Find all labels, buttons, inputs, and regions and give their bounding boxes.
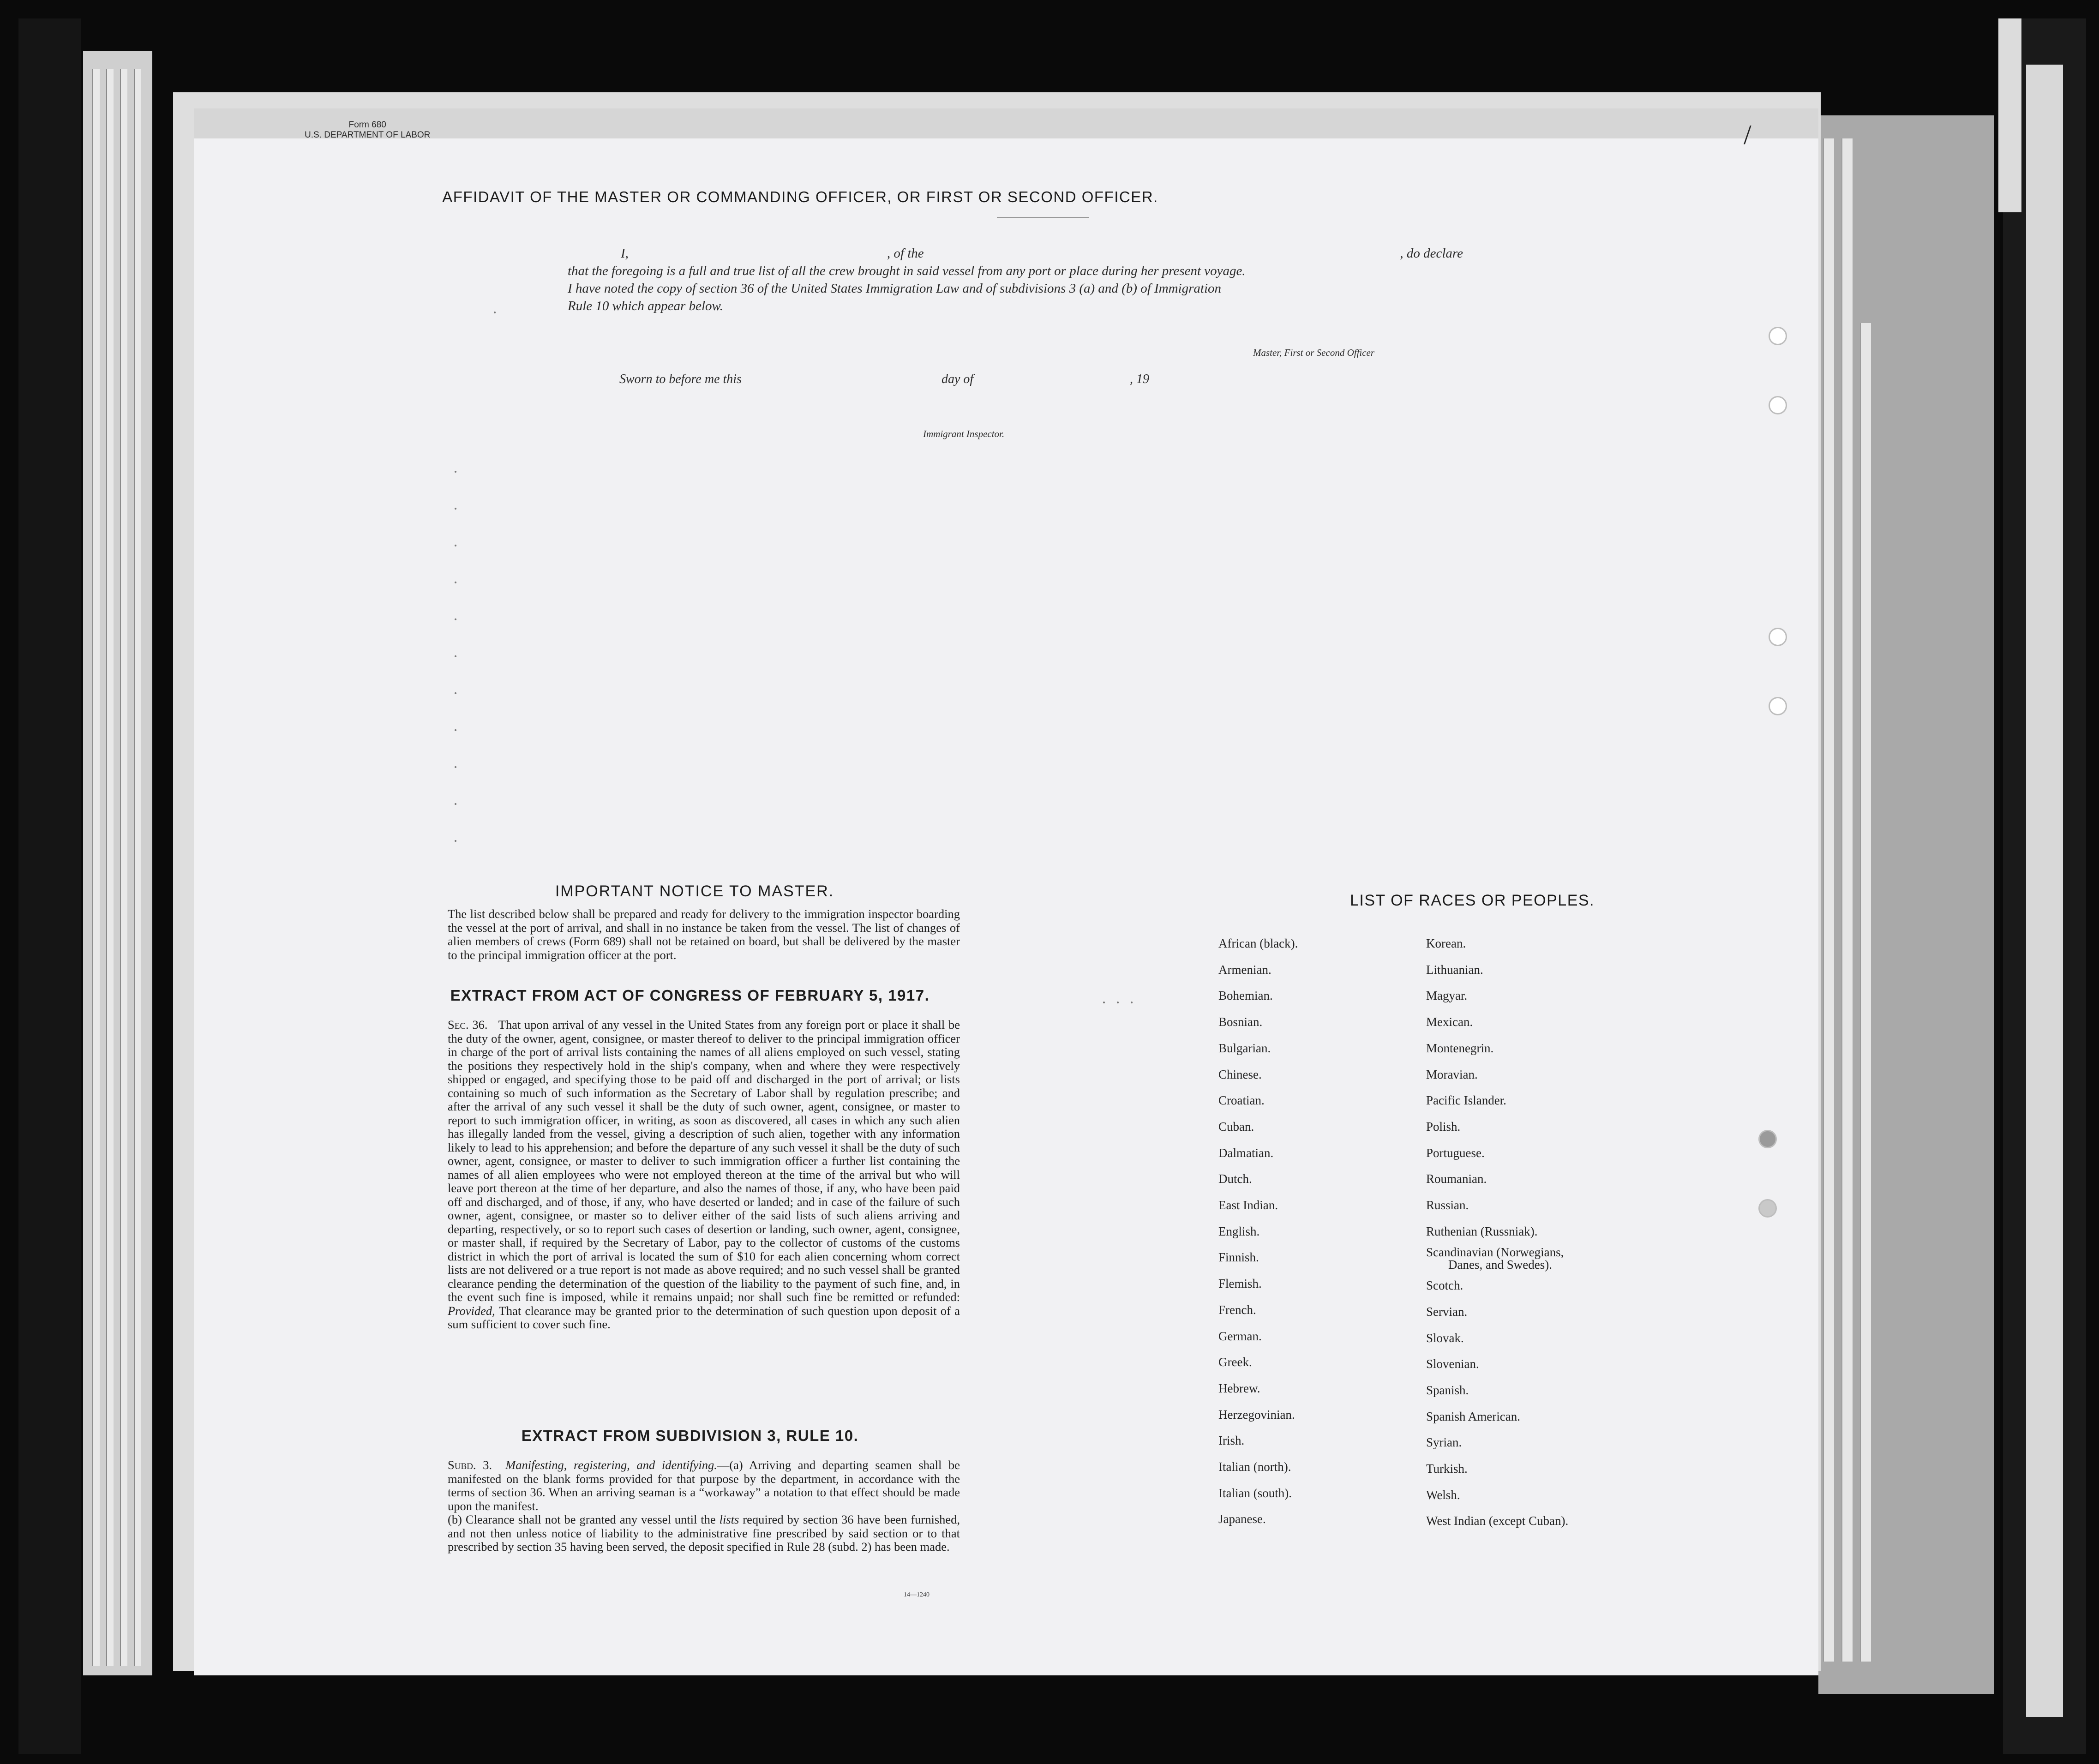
declaration-line: that the foregoing is a full and true list of all the crew brought in said vessel from any port or place during her present voyage. bbox=[568, 264, 1246, 278]
scan-background-left bbox=[18, 18, 81, 1754]
race-item: Welsh. bbox=[1426, 1488, 1460, 1502]
race-item: Bohemian. bbox=[1218, 989, 1273, 1003]
subd-b-pre: (b) Clearance shall not be granted any vessel until the bbox=[448, 1512, 716, 1526]
race-item-line: Danes, and Swedes). bbox=[1448, 1258, 1552, 1272]
page-edge bbox=[1823, 138, 1834, 1662]
race-item: Herzegovinian. bbox=[1218, 1407, 1295, 1422]
binder-hole bbox=[1758, 1199, 1777, 1218]
page-edge bbox=[1841, 138, 1853, 1662]
section-label: Sec. 36. bbox=[448, 1018, 488, 1032]
race-item: English. bbox=[1218, 1224, 1260, 1238]
act-extract-heading: EXTRACT FROM ACT OF CONGRESS OF FEBRUARY 5, 1917. bbox=[450, 987, 930, 1004]
margin-dot bbox=[1131, 1002, 1133, 1003]
margin-dot bbox=[455, 471, 456, 473]
notice-body: The list described below shall be prepared and ready for delivery to the immigration inspector boarding the vessel at the port of arrival, and shall in no instance be taken from the vessel. The list of changes of alien members of crews (Form 689) shall not be retained on board, but shall be delivered by the master to the principal immigration officer at the port. bbox=[448, 907, 960, 962]
margin-dot bbox=[455, 618, 456, 620]
race-item: Dalmatian. bbox=[1218, 1146, 1274, 1160]
race-item: Chinese. bbox=[1218, 1067, 1262, 1081]
margin-dot bbox=[455, 766, 456, 768]
race-item: Dutch. bbox=[1218, 1172, 1252, 1186]
form-number: Form 680 bbox=[348, 120, 386, 130]
page-edge bbox=[1860, 323, 1871, 1662]
race-item: Scotch. bbox=[1426, 1278, 1463, 1293]
subd-title: Manifesting, registering, and identifying. bbox=[505, 1458, 717, 1472]
declaration-line: I have noted the copy of section 36 of the United States Immigration Law and of subdivisions 3 (a) and (b) of Immigration bbox=[568, 281, 1222, 296]
race-item: Servian. bbox=[1426, 1304, 1468, 1319]
race-item: African (black). bbox=[1218, 936, 1298, 950]
vessel-label: , of the bbox=[887, 246, 924, 261]
race-item: Greek. bbox=[1218, 1355, 1252, 1369]
provided-word: Provided, bbox=[448, 1303, 495, 1318]
rule-extract-heading: EXTRACT FROM SUBDIVISION 3, RULE 10. bbox=[521, 1427, 859, 1444]
races-heading: LIST OF RACES OR PEOPLES. bbox=[1349, 892, 1595, 909]
binder-post bbox=[1998, 18, 2021, 212]
margin-dot bbox=[455, 692, 456, 694]
race-item bbox=[1426, 1244, 1568, 1272]
binder-hole bbox=[1769, 396, 1787, 414]
subd-a: —(a) Arriving and departing seamen shall be manifested on the blank forms provided for that purpose by the department, in accordance with the terms of section 36. When an arriving seaman is a “workaway” a notation to that effect should be made upon the manifest. bbox=[448, 1458, 960, 1513]
act-extract-body bbox=[420, 1018, 960, 1332]
margin-dot bbox=[455, 803, 456, 805]
race-item: Polish. bbox=[1426, 1119, 1461, 1134]
page-mark: / bbox=[1744, 120, 1751, 150]
scan-background-right bbox=[2003, 18, 2086, 1754]
race-item: Hebrew. bbox=[1218, 1381, 1260, 1395]
department-name: U.S. DEPARTMENT OF LABOR bbox=[305, 130, 431, 140]
race-item: Slovenian. bbox=[1426, 1357, 1479, 1371]
margin-dot bbox=[455, 655, 456, 657]
race-item: Magyar. bbox=[1426, 989, 1468, 1003]
margin-dot bbox=[455, 545, 456, 546]
race-item: Slovak. bbox=[1426, 1331, 1464, 1345]
inspector-label: Immigrant Inspector. bbox=[923, 428, 1005, 439]
rule-extract-body bbox=[420, 1458, 960, 1554]
form-header bbox=[305, 120, 430, 140]
margin-dot bbox=[1103, 1002, 1105, 1003]
race-item: Ruthenian (Russniak). bbox=[1426, 1224, 1538, 1238]
binder-hole bbox=[1758, 1130, 1777, 1148]
day-of-label: day of bbox=[942, 372, 974, 386]
race-item: Irish. bbox=[1218, 1434, 1245, 1448]
race-item: Korean. bbox=[1426, 936, 1466, 950]
binder-hole bbox=[1769, 628, 1787, 646]
book-edge-left bbox=[83, 51, 152, 1675]
race-item: Armenian. bbox=[1218, 962, 1271, 977]
race-item: Spanish. bbox=[1426, 1383, 1469, 1397]
race-item: Pacific Islander. bbox=[1426, 1093, 1506, 1108]
races-list-right bbox=[1426, 930, 1568, 1534]
subd-b-post: required by section 36 have been furnished, and not then unless notice of liability to the administrative fine prescribed by said section or to that prescribed by section 35 having been served, the deposit specified in Rule 28 (subd. 2) has been made. bbox=[448, 1512, 960, 1554]
race-item: Bosnian. bbox=[1218, 1015, 1263, 1029]
title-rule bbox=[997, 217, 1089, 218]
race-item: East Indian. bbox=[1218, 1198, 1278, 1212]
race-item: Portuguese. bbox=[1426, 1146, 1485, 1160]
declarant-label: I, bbox=[621, 246, 629, 261]
race-item: Spanish American. bbox=[1426, 1409, 1520, 1423]
section-tail: That clearance may be granted prior to the determination of such question upon deposit of a sum sufficient to cover such fine. bbox=[448, 1303, 960, 1331]
race-item-line: Scandinavian (Norwegians, bbox=[1426, 1245, 1564, 1260]
race-item: Flemish. bbox=[1218, 1277, 1262, 1291]
race-item: Bulgarian. bbox=[1218, 1041, 1271, 1055]
race-item: Cuban. bbox=[1218, 1119, 1254, 1134]
margin-dot bbox=[455, 582, 456, 583]
print-code: 14—1240 bbox=[904, 1591, 930, 1598]
signature-label: Master, First or Second Officer bbox=[1253, 347, 1375, 358]
section-text: That upon arrival of any vessel in the United States from any foreign port or place it shall be the duty of the owner, agent, consignee, or master thereof to deliver to the principal immigration officer in charge of the port of arrival lists containing the names of all aliens employed on such vessel, stating the positions they respectively hold in the ship's company, when and where they were respectively shipped or engaged, and specifying those to be paid off and discharged in the port of arrival; or lists containing so much of such information as the Secretary of Labor shall by regulation prescribe; and after the arrival of any such vessel it shall be the duty of such owner, agent, consignee, or master to report to such immigration officer, in writing, as soon as discovered, all cases in which any such alien has illegally landed from the vessel, giving a description of such alien, together with any information likely to lead to his apprehension; and before the departure of any such vessel it shall be the duty of such owner, agent, consignee, or master to deliver to such immigration officer a further list containing the names of all alien employees who were not employed thereon at the time of the arrival but who will leave port thereon at the time of her departure, and also the names of those, if any, who have been paid off and discharged, and of those, if any, who have deserted or landed; and in case of the failure of such owner, agent, consignee, or master so to deliver either of the said lists of such aliens arriving and departing, respectively, or so to report such cases of desertion or landing, such owner, agent, consignee, or master shall, if required by the Secretary of Labor, pay to the collector of customs of the customs district in which the port of arrival is located the sum of $10 for each alien concerning whom correct lists are not delivered or a true report is not made as above required; and no such vessel shall be granted clearance pending the determination of the question of the liability to the payment of such fine, and, in the event such fine is imposed, while it remains unpaid; nor shall such fine be remitted or refunded: bbox=[448, 1018, 960, 1304]
race-item: Syrian. bbox=[1426, 1435, 1462, 1450]
declare-label: , do declare bbox=[1400, 246, 1463, 261]
declaration-text bbox=[568, 245, 1463, 315]
notice-heading: IMPORTANT NOTICE TO MASTER. bbox=[555, 882, 834, 900]
subd-label: Subd. 3. bbox=[448, 1458, 492, 1472]
race-item: Italian (north). bbox=[1218, 1460, 1291, 1474]
race-item: Croatian. bbox=[1218, 1093, 1265, 1108]
margin-dot bbox=[1117, 1002, 1119, 1003]
race-item: Montenegrin. bbox=[1426, 1041, 1494, 1055]
declaration-line: Rule 10 which appear below. bbox=[568, 299, 723, 313]
margin-dot bbox=[494, 312, 496, 313]
race-item: Lithuanian. bbox=[1426, 962, 1483, 977]
race-item: German. bbox=[1218, 1329, 1262, 1343]
race-item: Japanese. bbox=[1218, 1512, 1266, 1526]
race-item: Roumanian. bbox=[1426, 1172, 1487, 1186]
sworn-label: Sworn to before me this bbox=[619, 372, 742, 386]
race-item: Moravian. bbox=[1426, 1067, 1478, 1081]
binder-hole bbox=[1769, 697, 1787, 715]
race-item: Russian. bbox=[1426, 1198, 1469, 1212]
year-label: , 19 bbox=[1130, 372, 1149, 386]
affidavit-title: AFFIDAVIT OF THE MASTER OR COMMANDING OFFICER, OR FIRST OR SECOND OFFICER. bbox=[442, 188, 1158, 205]
race-item: West Indian (except Cuban). bbox=[1426, 1514, 1569, 1528]
margin-dot bbox=[455, 729, 456, 731]
race-item: Turkish. bbox=[1426, 1462, 1468, 1476]
margin-dot bbox=[455, 508, 456, 510]
binder-hole bbox=[1769, 327, 1787, 345]
races-list-left bbox=[1218, 930, 1298, 1532]
race-item: French. bbox=[1218, 1302, 1256, 1317]
subd-b-lists: lists bbox=[719, 1512, 739, 1526]
race-item: Italian (south). bbox=[1218, 1486, 1292, 1500]
race-item: Finnish. bbox=[1218, 1250, 1259, 1265]
margin-dot bbox=[455, 840, 456, 842]
race-item: Mexican. bbox=[1426, 1015, 1473, 1029]
